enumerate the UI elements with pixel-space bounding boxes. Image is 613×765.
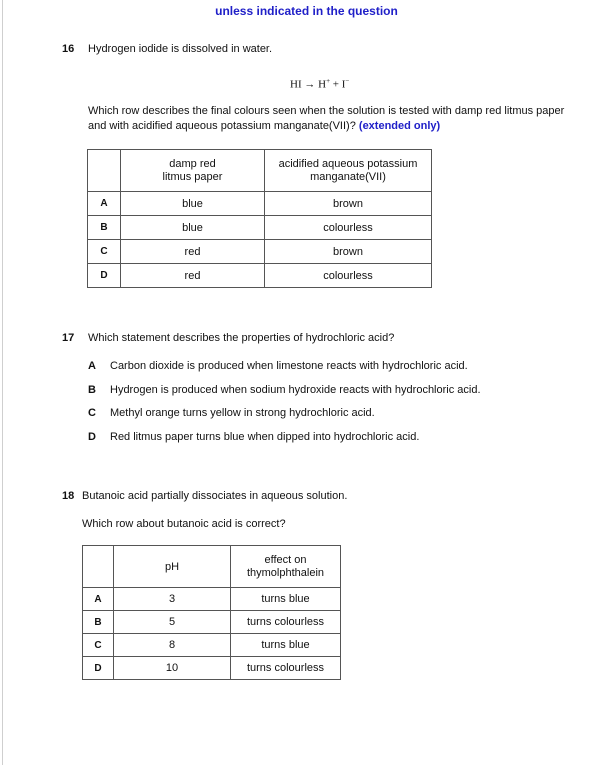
row-label: D: [83, 657, 114, 680]
cell-litmus: red: [121, 264, 265, 288]
cell-litmus: blue: [121, 192, 265, 216]
eq-plus: +: [332, 78, 339, 91]
table-row[interactable]: [83, 657, 341, 680]
table-header-thymolphthalein: [231, 546, 341, 588]
header-thymol-line1: effect on: [264, 553, 307, 566]
table-header-row: [83, 546, 341, 588]
table-row[interactable]: [88, 264, 432, 288]
row-label: A: [83, 588, 114, 611]
q16-question-line2-text: and with acidified aqueous potassium manganate(VII)?: [88, 120, 356, 132]
table-row[interactable]: [83, 634, 341, 657]
header-note: unless indicated in the question: [215, 4, 398, 18]
q16-table: [87, 149, 432, 288]
q18-intro: Butanoic acid partially dissociates in aqueous solution.: [82, 490, 348, 502]
option-letter: C: [88, 407, 96, 419]
page-edge-rule: [2, 0, 3, 765]
option-letter: D: [88, 431, 96, 443]
table-row[interactable]: [88, 240, 432, 264]
header-manganate-line2: manganate(VII): [310, 170, 386, 183]
header-litmus-line2: litmus paper: [162, 170, 223, 183]
option-text: Methyl orange turns yellow in strong hydrochloric acid.: [110, 407, 375, 419]
cell-manganate: colourless: [265, 264, 432, 288]
cell-litmus: blue: [121, 216, 265, 240]
q18-question: Which row about butanoic acid is correct?: [82, 518, 286, 530]
cell-effect: turns colourless: [231, 657, 341, 680]
cell-manganate: colourless: [265, 216, 432, 240]
row-label: A: [88, 192, 121, 216]
table-header-blank: [88, 150, 121, 192]
q16-question-line1: Which row describes the final colours seen when the solution is tested with damp red litmus paper: [88, 105, 565, 117]
q16-intro: Hydrogen iodide is dissolved in water.: [88, 43, 273, 55]
q18-table: [82, 545, 341, 680]
q16-equation: [290, 77, 349, 91]
table-row[interactable]: [88, 192, 432, 216]
header-thymol-line2: thymolphthalein: [246, 566, 325, 579]
q18-number: 18: [62, 490, 75, 502]
cell-litmus: red: [121, 240, 265, 264]
row-label: C: [88, 240, 121, 264]
option-text: Carbon dioxide is produced when limestone reacts with hydrochloric acid.: [110, 360, 468, 372]
q16-number: 16: [62, 43, 75, 55]
eq-iodide-charge: −: [345, 77, 350, 85]
eq-iodide-ion: I: [341, 78, 346, 91]
row-label: C: [83, 634, 114, 657]
table-row[interactable]: [83, 611, 341, 634]
eq-hydrogen-ion: H: [318, 78, 327, 91]
header-manganate-line1: acidified aqueous potassium: [278, 157, 418, 170]
cell-manganate: brown: [265, 192, 432, 216]
q16-question-line2: [88, 119, 440, 134]
table-header-ph: pH: [114, 546, 231, 588]
table-header-litmus: [121, 150, 265, 192]
table-row[interactable]: [88, 216, 432, 240]
cell-effect: turns blue: [231, 634, 341, 657]
table-header-row: [88, 150, 432, 192]
header-litmus-line1: damp red: [169, 157, 216, 170]
cell-effect: turns blue: [231, 588, 341, 611]
eq-arrow: →: [304, 78, 316, 91]
table-row[interactable]: [83, 588, 341, 611]
cell-ph: 3: [114, 588, 231, 611]
eq-hydrogen-charge: +: [326, 77, 331, 85]
cell-manganate: brown: [265, 240, 432, 264]
cell-effect: turns colourless: [231, 611, 341, 634]
row-label: B: [83, 611, 114, 634]
q16-extended-note: (extended only): [358, 120, 441, 132]
option-letter: A: [88, 360, 96, 372]
cell-ph: 10: [114, 657, 231, 680]
q17-question: Which statement describes the properties of hydrochloric acid?: [88, 332, 395, 344]
row-label: B: [88, 216, 121, 240]
table-header-blank: [83, 546, 114, 588]
eq-reactant: HI: [290, 78, 302, 91]
cell-ph: 8: [114, 634, 231, 657]
q17-number: 17: [62, 332, 75, 344]
table-header-manganate: [265, 150, 432, 192]
option-letter: B: [88, 384, 96, 396]
option-text: Hydrogen is produced when sodium hydroxide reacts with hydrochloric acid.: [110, 384, 481, 396]
row-label: D: [88, 264, 121, 288]
cell-ph: 5: [114, 611, 231, 634]
option-text: Red litmus paper turns blue when dipped into hydrochloric acid.: [110, 431, 420, 443]
